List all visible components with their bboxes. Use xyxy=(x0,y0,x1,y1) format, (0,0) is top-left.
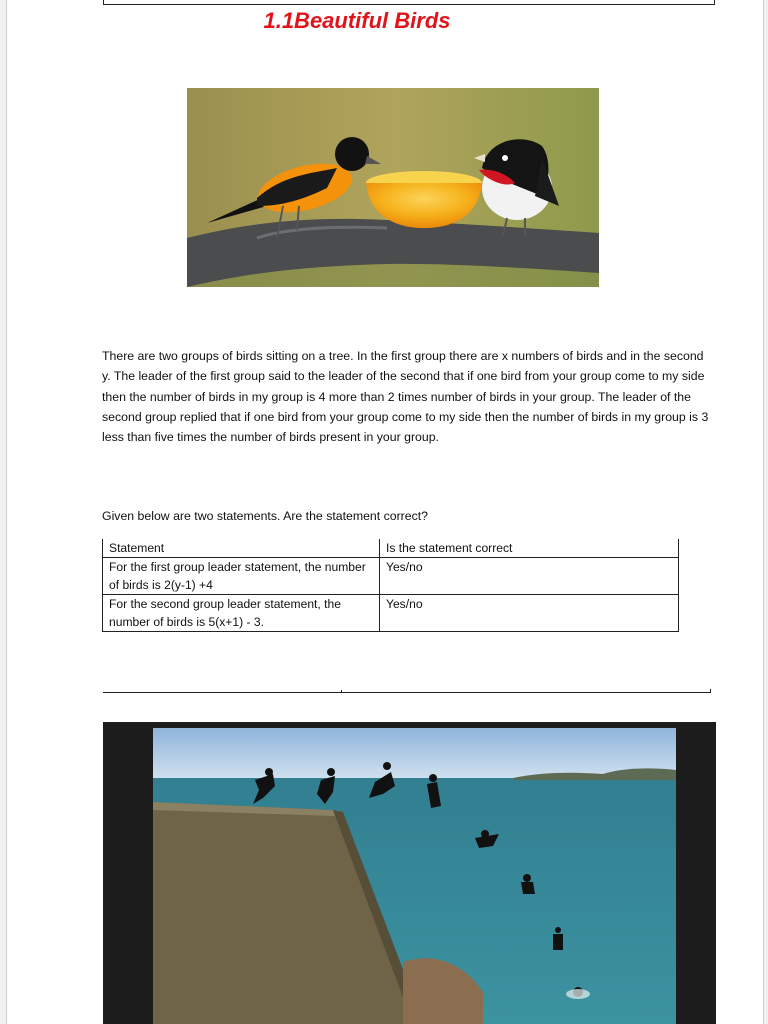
section-divider xyxy=(103,690,711,693)
table-row xyxy=(103,595,679,632)
birds-photo xyxy=(187,88,599,287)
statement-table xyxy=(102,539,679,632)
header-statement: Statement xyxy=(103,539,380,558)
problem-paragraph: There are two groups of birds sitting on a tree. In the first group there are x numbers of birds and in the second y. The leader of the first group said to the leader of the second that if one bird from your group come to my side then the number of birds in my group is 4 more than 2 times number of birds in your group. The leader of the second group replied that if one bird from your group come to my side then the number of birds in my group is 3 less than five times the number of birds present in your group. xyxy=(102,349,709,445)
table-row xyxy=(103,558,679,595)
row1-statement: For the first group leader statement, the number of birds is 2(y-1) +4 xyxy=(103,558,380,595)
cliff-divers-photo xyxy=(103,722,716,1024)
document-page xyxy=(6,0,764,1024)
previous-table-border xyxy=(103,0,715,5)
table-header-row xyxy=(103,539,679,558)
header-correct: Is the statement correct xyxy=(380,539,679,558)
row2-answer: Yes/no xyxy=(380,595,679,632)
row1-answer: Yes/no xyxy=(380,558,679,595)
row2-statement: For the second group leader statement, the number of birds is 5(x+1) - 3. xyxy=(103,595,380,632)
question-text: Given below are two statements. Are the statement correct? xyxy=(102,509,429,523)
section-title: 1.1Beautiful Birds xyxy=(263,8,451,33)
